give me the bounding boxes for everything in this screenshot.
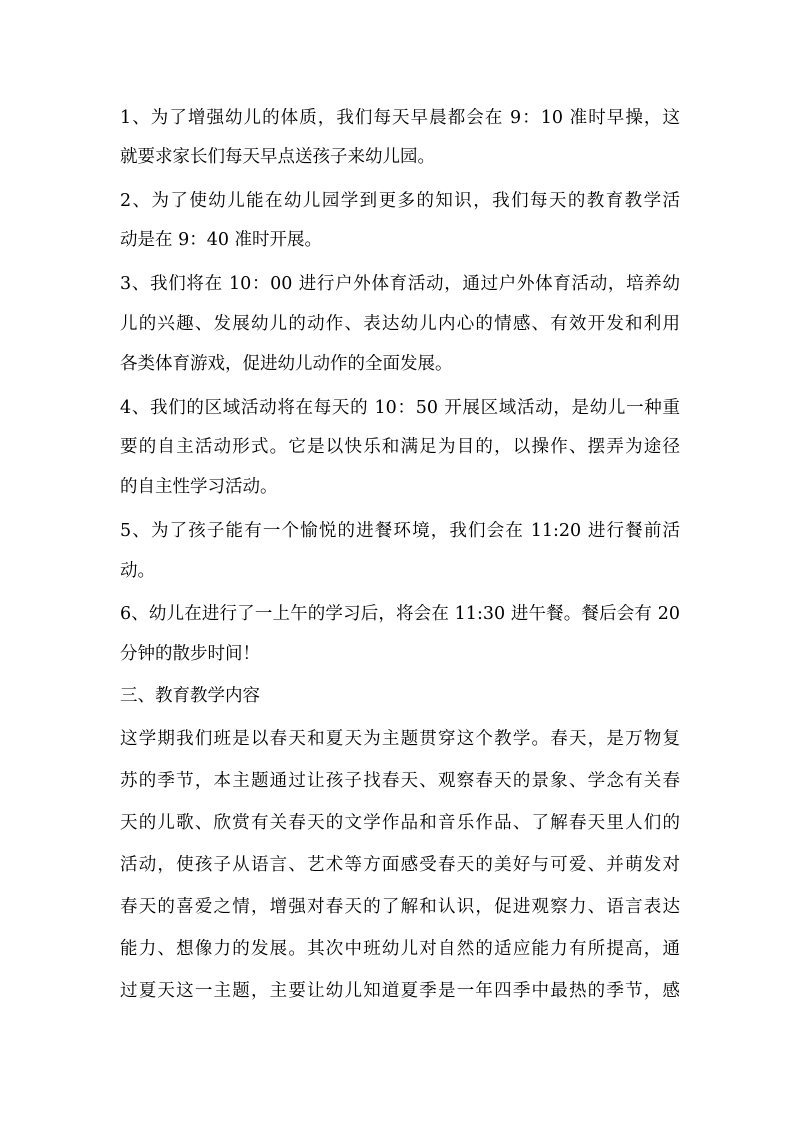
text-line: 动。 [120,561,155,581]
text-line: 5、为了孩子能有一个愉悦的进餐环境，我们会在 11:20 进行餐前活 [120,521,680,541]
text-line: 的自主性学习活动。 [120,477,278,497]
text-line: 能力、想像力的发展。其次中班幼儿对自然的适应能力有所提高，通 [120,939,680,959]
text-line: 活动，使孩子从语言、艺术等方面感受春天的美好与可爱、并萌发对 [120,855,680,875]
text-line: 6、幼儿在进行了一上午的学习后，将会在 11:30 进午餐。餐后会有 20 [120,604,680,624]
text-line: 儿的兴趣、发展幼儿的动作、表达幼儿内心的情感、有效开发和利用 [120,314,680,334]
text-line: 苏的季节，本主题通过让孩子找春天、观察春天的景象、学念有关春 [120,771,680,791]
text-line: 3、我们将在 10：00 进行户外体育活动，通过户外体育活动，培养幼 [120,274,680,294]
text-line: 过夏天这一主题，主要让幼儿知道夏季是一年四季中最热的季节，感 [120,981,680,1001]
text-line: 4、我们的区域活动将在每天的 10：50 开展区域活动，是幼儿一种重 [120,398,680,418]
text-line: 各类体育游戏，促进幼儿动作的全面发展。 [120,354,453,374]
section-heading: 三、教育教学内容 [120,686,260,706]
text-line: 春天的喜爱之情，增强对春天的了解和认识，促进观察力、语言表达 [120,897,680,917]
text-line: 动是在 9：40 准时开展。 [120,230,323,250]
text-line: 1、为了增强幼儿的体质，我们每天早晨都会在 9：10 准时早操，这 [120,108,680,128]
text-line: 天的儿歌、欣赏有关春天的文学作品和音乐作品、了解春天里人们的 [120,813,680,833]
text-line: 这学期我们班是以春天和夏天为主题贯穿这个教学。春天，是万物复 [120,729,680,749]
text-line: 就要求家长们每天早点送孩子来幼儿园。 [120,147,435,167]
text-line: 分钟的散步时间！ [120,644,260,664]
text-line: 2、为了使幼儿能在幼儿园学到更多的知识，我们每天的教育教学活 [120,191,680,211]
text-line: 要的自主活动形式。它是以快乐和满足为目的，以操作、摆弄为途径 [120,437,680,457]
